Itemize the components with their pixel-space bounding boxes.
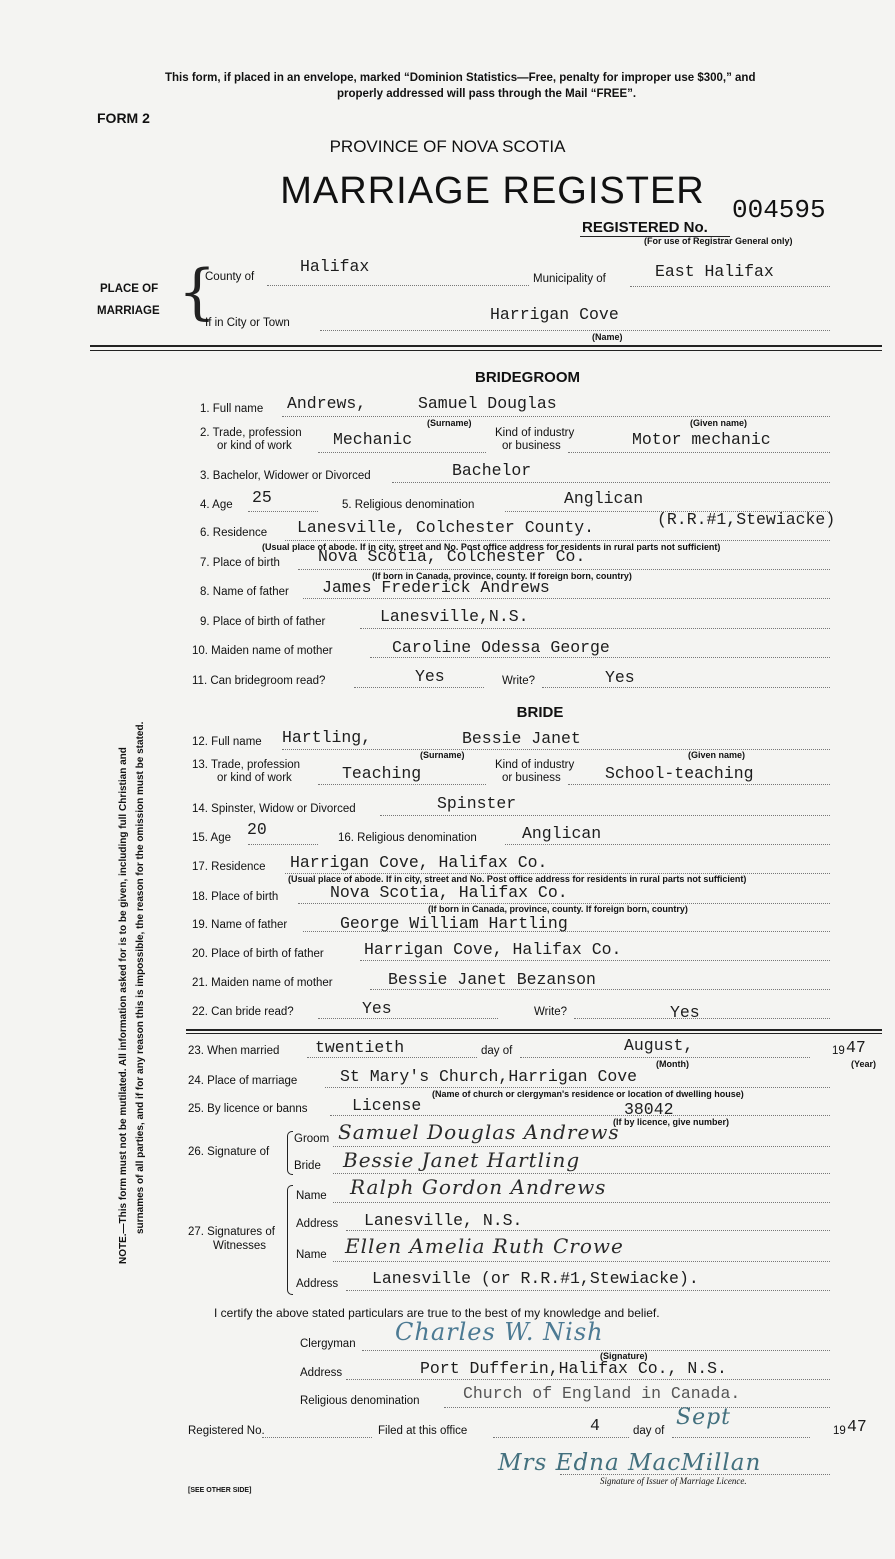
married-label: 23. When married [188, 1045, 280, 1057]
groom-trade-label-b: or kind of work [217, 440, 292, 452]
registrar-note: (For use of Registrar General only) [644, 236, 793, 246]
bride-trade-label-a: 13. Trade, profession [192, 759, 301, 771]
filed-month: Sept [676, 1405, 732, 1430]
clergyman-label: Clergyman [300, 1338, 356, 1350]
bride-birthplace: Nova Scotia, Halifax Co. [330, 883, 568, 902]
groom-residence-extra: (R.R.#1,Stewiacke) [657, 510, 836, 529]
witness2-signature: Ellen Amelia Ruth Crowe [345, 1234, 624, 1258]
groom-given-name: Samuel Douglas [418, 394, 557, 413]
witness1-address: Lanesville, N.S. [364, 1211, 523, 1230]
married-day: twentieth [315, 1038, 405, 1057]
groom-full-name-label: 1. Full name [200, 403, 264, 415]
bride-father: George William Hartling [340, 914, 568, 933]
marriage-place-label: 24. Place of marriage [188, 1075, 298, 1087]
bride-mother-label: 21. Maiden name of mother [192, 977, 333, 989]
bride-birthplace-label: 18. Place of birth [192, 891, 279, 903]
groom-birthplace-label: 7. Place of birth [200, 557, 280, 569]
witness1-signature: Ralph Gordon Andrews [350, 1175, 607, 1199]
bride-surname-hint: (Surname) [420, 750, 465, 760]
registered-label: Registered No. [188, 1425, 265, 1437]
groom-religion: Anglican [564, 489, 644, 508]
municipality-label: Municipality of [533, 273, 606, 285]
groom-residence: Lanesville, Colchester County. [297, 518, 595, 537]
bride-surname: Hartling, [282, 728, 372, 747]
marriage-place-hint: (Name of church or clergyman's residence or location of dwelling house) [432, 1089, 744, 1099]
clergyman-address-label: Address [300, 1367, 343, 1379]
groom-birthplace: Nova Scotia, Colchester Co. [318, 547, 586, 566]
bridegroom-heading: BRIDEGROOM [475, 369, 580, 386]
signature-bracket [287, 1131, 293, 1175]
issuer-hint: Signature of Issuer of Marriage Licence. [600, 1476, 747, 1486]
bride-industry-label-a: Kind of industry [495, 759, 575, 771]
bride-trade: Teaching [342, 764, 422, 783]
groom-write-label: Write? [502, 675, 536, 687]
bride-mother: Bessie Janet Bezanson [388, 970, 596, 989]
clergyman-religion: Church of England in Canada. [463, 1384, 741, 1403]
groom-industry-label-b: or business [502, 440, 561, 452]
bride-father-birthplace: Harrigan Cove, Halifax Co. [364, 940, 622, 959]
groom-residence-hint: (Usual place of abode. If in city, street and No. Post office address for residents in rural parts not sufficient) [262, 542, 721, 552]
bride-sig-label: Bride [294, 1160, 321, 1172]
bride-write-label: Write? [534, 1006, 568, 1018]
bride-age-label: 15. Age [192, 832, 232, 844]
marriage-place: St Mary's Church,Harrigan Cove [340, 1067, 638, 1086]
clergyman-sig-hint: (Signature) [600, 1351, 648, 1361]
groom-signature: Samuel Douglas Andrews [338, 1120, 620, 1144]
bride-signature: Bessie Janet Hartling [343, 1148, 581, 1172]
bride-status-label: 14. Spinster, Widow or Divorced [192, 803, 356, 815]
bride-write: Yes [670, 1003, 700, 1022]
groom-father-birth-label: 9. Place of birth of father [200, 616, 326, 628]
city-label: If in City or Town [205, 317, 290, 329]
mail-notice-line-2: properly addressed will pass through the Mail “FREE”. [337, 88, 637, 100]
licence-type: License [352, 1096, 422, 1115]
groom-read-label: 11. Can bridegroom read? [192, 675, 326, 687]
bride-given-hint: (Given name) [688, 750, 746, 760]
place-label-2: MARRIAGE [97, 305, 160, 317]
witness2-name-label: Name [296, 1249, 327, 1261]
groom-read: Yes [415, 667, 445, 686]
groom-write: Yes [605, 668, 635, 687]
groom-industry: Motor mechanic [632, 430, 771, 449]
bride-read-label: 22. Can bride read? [192, 1006, 294, 1018]
bride-heading: BRIDE [516, 704, 564, 721]
groom-surname-hint: (Surname) [427, 418, 472, 428]
bride-industry: School-teaching [605, 764, 754, 783]
county-label: County of [205, 271, 255, 283]
bride-residence: Harrigan Cove, Halifax Co. [290, 853, 548, 872]
bride-religion: Anglican [522, 824, 602, 843]
bride-birth-hint: (If born in Canada, province, county. If foreign born, country) [428, 904, 688, 914]
place-label-1: PLACE OF [100, 283, 159, 295]
witnesses-label-b: Witnesses [213, 1240, 267, 1252]
filed-year: 47 [847, 1417, 867, 1436]
groom-mother-label: 10. Maiden name of mother [192, 645, 333, 657]
groom-trade: Mechanic [333, 430, 413, 449]
city-name-hint: (Name) [592, 332, 623, 342]
clergyman-signature: Charles W. Nish [395, 1318, 604, 1346]
groom-residence-label: 6. Residence [200, 527, 268, 539]
page-title: MARRIAGE REGISTER [280, 170, 705, 212]
municipality-value: East Halifax [655, 262, 774, 281]
bride-religion-label: 16. Religious denomination [338, 832, 477, 844]
groom-birth-hint: (If born in Canada, province, county. If foreign born, country) [372, 571, 632, 581]
bride-full-name-label: 12. Full name [192, 736, 262, 748]
groom-father-label: 8. Name of father [200, 586, 289, 598]
groom-status: Bachelor [452, 461, 532, 480]
witness-bracket [287, 1185, 293, 1295]
witness2-address-label: Address [296, 1278, 339, 1290]
licence-label: 25. By licence or banns [188, 1103, 308, 1115]
see-other-side: [SEE OTHER SIDE] [188, 1487, 252, 1494]
groom-father: James Frederick Andrews [322, 578, 550, 597]
certify-statement: I certify the above stated particulars are true to the best of my knowledge and belief. [214, 1306, 660, 1320]
groom-trade-label-a: 2. Trade, profession [200, 427, 302, 439]
year-hint: (Year) [851, 1059, 877, 1069]
issuer-signature: Mrs Edna MacMillan [498, 1450, 762, 1476]
groom-father-birthplace: Lanesville,N.S. [380, 607, 529, 626]
mail-notice: This form, if placed in an envelope, marked “Dominion Statistics—Free, penalty for improper use $300,” and [165, 72, 756, 84]
bride-read: Yes [362, 999, 392, 1018]
filed-day-of-label: day of [633, 1425, 665, 1437]
side-note-line-1: NOTE.—This form must not be mutilated. All information asked for is to be given, including full Christian and [118, 747, 129, 1264]
licence-number: 38042 [624, 1100, 674, 1119]
groom-religion-label: 5. Religious denomination [342, 499, 475, 511]
groom-sig-label: Groom [294, 1133, 330, 1145]
filed-label: Filed at this office [378, 1425, 468, 1437]
witnesses-label-a: 27. Signatures of [188, 1226, 275, 1238]
bride-father-birth-label: 20. Place of birth of father [192, 948, 324, 960]
groom-age-label: 4. Age [200, 499, 233, 511]
bride-father-label: 19. Name of father [192, 919, 288, 931]
serial-number: 004595 [732, 195, 826, 225]
bride-residence-label: 17. Residence [192, 861, 266, 873]
form-label: FORM 2 [97, 110, 150, 126]
witness1-address-label: Address [296, 1218, 339, 1230]
bride-trade-label-b: or kind of work [217, 772, 292, 784]
witness2-address: Lanesville (or R.R.#1,Stewiacke). [372, 1269, 699, 1288]
registered-no-label: REGISTERED No. [582, 219, 708, 236]
witness1-name-label: Name [296, 1190, 327, 1202]
married-year: 47 [846, 1038, 866, 1057]
groom-given-hint: (Given name) [690, 418, 748, 428]
bride-residence-hint: (Usual place of abode. If in city, street and No. Post office address for residents in rural parts not sufficient) [288, 874, 747, 884]
province-heading: PROVINCE OF NOVA SCOTIA [329, 137, 566, 156]
side-note-line-2: surnames of all parties, and if for any reason this is impossible, the reason for the omission must be stated. [135, 721, 146, 1234]
signature-of-label: 26. Signature of [188, 1146, 270, 1158]
licence-hint: (If by licence, give number) [613, 1117, 730, 1127]
month-hint: (Month) [656, 1059, 689, 1069]
married-month: August, [624, 1036, 694, 1055]
filed-year-prefix: 19 [833, 1425, 846, 1437]
groom-mother: Caroline Odessa George [392, 638, 610, 657]
groom-age: 25 [252, 488, 272, 507]
bride-status: Spinster [437, 794, 517, 813]
clergyman-address: Port Dufferin,Halifax Co., N.S. [420, 1359, 727, 1378]
married-year-prefix: 19 [832, 1045, 845, 1057]
groom-surname: Andrews, [287, 394, 367, 413]
filed-day: 4 [590, 1416, 600, 1435]
county-value: Halifax [300, 257, 370, 276]
bride-age: 20 [247, 820, 267, 839]
married-day-label: day of [481, 1045, 513, 1057]
bride-industry-label-b: or business [502, 772, 561, 784]
bride-given-name: Bessie Janet [462, 729, 581, 748]
groom-status-label: 3. Bachelor, Widower or Divorced [200, 470, 371, 482]
groom-industry-label-a: Kind of industry [495, 427, 575, 439]
city-value: Harrigan Cove [490, 305, 619, 324]
clergyman-religion-label: Religious denomination [300, 1395, 420, 1407]
place-brace: { [178, 257, 217, 327]
